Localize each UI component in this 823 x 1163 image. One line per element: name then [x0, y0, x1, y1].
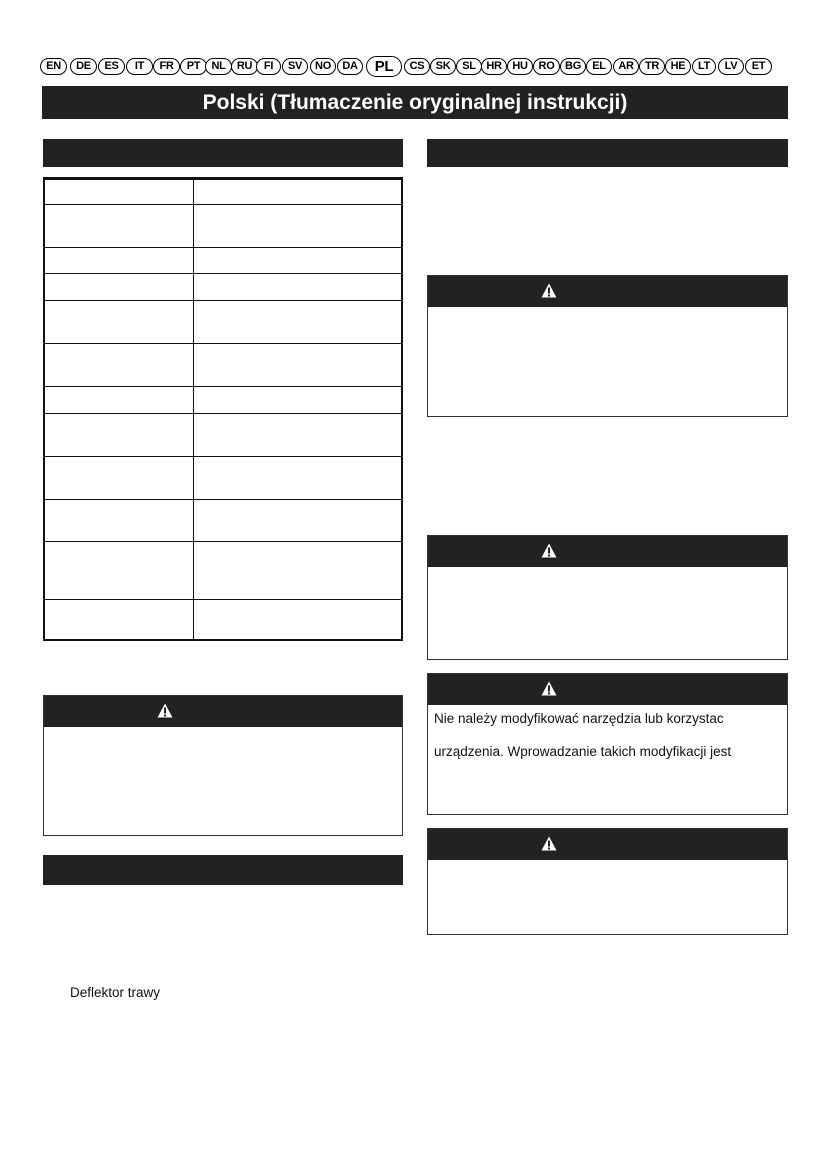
warning-text-line: Nie należy modyfikować narzędzia lub korzystac [434, 711, 724, 726]
warning-box [427, 828, 788, 935]
warning-header [428, 829, 787, 860]
warning-box [427, 535, 788, 660]
language-badge-active: PL [366, 56, 402, 77]
language-badge: LT [692, 58, 716, 75]
language-badge: HR [481, 58, 507, 75]
table-row [45, 204, 401, 247]
warning-header [428, 276, 787, 307]
part-label-grass-deflector: Deflektor trawy [70, 985, 161, 1000]
table-row [45, 413, 401, 456]
table-row [45, 247, 401, 273]
warning-header [428, 536, 787, 567]
language-badge: SV [282, 58, 308, 75]
warning-triangle-icon [541, 283, 557, 298]
warning-header [44, 696, 402, 727]
language-badge: DA [337, 58, 363, 75]
section-header-specifications [43, 139, 403, 167]
language-badge: SK [430, 58, 456, 75]
table-row [45, 599, 401, 639]
table-row [45, 386, 401, 413]
language-badge: NL [205, 58, 232, 75]
language-badge: LV [718, 58, 744, 75]
table-row [45, 179, 401, 204]
warning-box-modification [427, 673, 788, 815]
warning-triangle-icon [541, 681, 557, 696]
section-header-intended-use [427, 139, 788, 167]
language-badge: HE [665, 58, 691, 75]
language-badge: DE [70, 58, 97, 75]
table-row [45, 300, 401, 343]
language-badge: FI [256, 58, 281, 75]
table-row [45, 456, 401, 499]
warning-triangle-icon [541, 543, 557, 558]
language-badge: EL [586, 58, 612, 75]
language-badge: TR [639, 58, 665, 75]
language-badge: CS [404, 58, 430, 75]
language-badge: RO [533, 58, 560, 75]
language-badge: BG [560, 58, 586, 75]
table-row [45, 273, 401, 300]
language-badge: PT [180, 58, 207, 75]
page-title: Polski (Tłumaczenie oryginalnej instrukcji) [42, 86, 788, 119]
warning-triangle-icon [541, 836, 557, 851]
language-selector-bar [40, 56, 785, 78]
language-badge: ES [98, 58, 125, 75]
language-badge: FR [153, 58, 180, 75]
language-badge: IT [126, 58, 153, 75]
table-row [45, 499, 401, 541]
table-row [45, 343, 401, 386]
language-badge: NO [310, 58, 336, 75]
language-badge: AR [613, 58, 639, 75]
warning-header [428, 674, 787, 705]
warning-text-line: urządzenia. Wprowadzanie takich modyfikacji jest [434, 744, 732, 759]
language-badge: ET [745, 58, 772, 75]
language-badge: HU [507, 58, 533, 75]
language-badge: RU [231, 58, 258, 75]
warning-box [43, 695, 403, 836]
table-row [45, 541, 401, 599]
language-badge: SL [456, 58, 482, 75]
specifications-table [43, 177, 403, 641]
language-badge: EN [40, 58, 67, 75]
section-header-parts [43, 855, 403, 885]
warning-box [427, 275, 788, 417]
warning-triangle-icon [157, 703, 173, 718]
